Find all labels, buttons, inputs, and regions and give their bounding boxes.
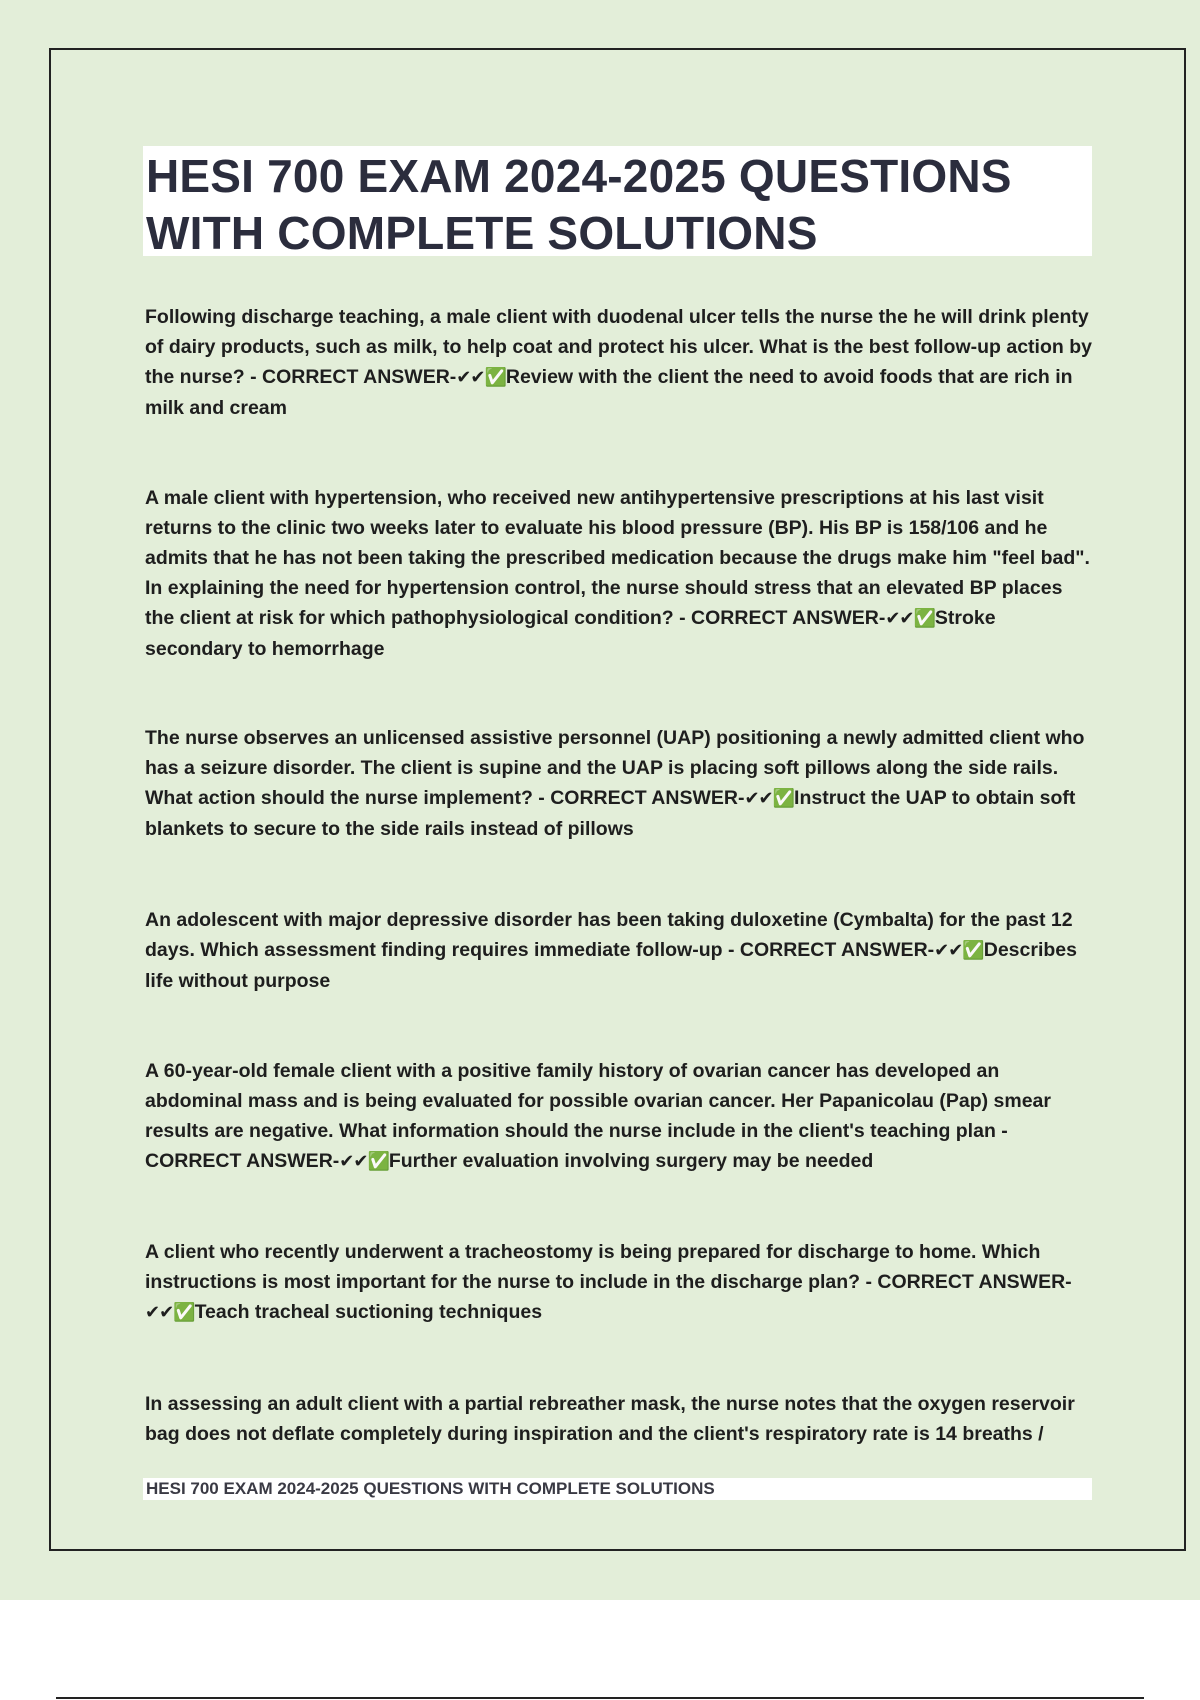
question-block-2 [145, 483, 1095, 664]
answer-text: Describes life without purpose [145, 939, 1077, 992]
question-block-3 [145, 723, 1095, 844]
check-icon: ✔✔✅ [145, 1302, 195, 1323]
answer-label: CORRECT ANSWER- [877, 1271, 1072, 1293]
check-icon: ✔✔✅ [456, 367, 506, 388]
question-text: Following discharge teaching, a male client with duodenal ulcer tells the nurse the he will drink plenty of dairy products, such as milk, to help coat and protect his ulcer. What is the best follow-up action by the nurse? - [145, 306, 1092, 388]
check-icon: ✔✔✅ [744, 788, 795, 809]
question-block-1 [145, 302, 1095, 423]
bottom-divider [56, 1697, 1144, 1699]
question-block-5 [145, 1056, 1095, 1177]
answer-text: Instruct the UAP to obtain soft blankets to secure to the side rails instead of pillows [145, 787, 1076, 840]
answer-label: CORRECT ANSWER- [145, 1150, 340, 1172]
answer-text: Review with the client the need to avoid foods that are rich in milk and cream [145, 366, 1073, 419]
answer-text: Further evaluation involving surgery may be needed [388, 1150, 874, 1172]
answer-label: CORRECT ANSWER- [262, 366, 457, 388]
check-icon: ✔✔✅ [934, 940, 984, 961]
question-block-7 [145, 1389, 1095, 1449]
answer-text: Teach tracheal suctioning techniques [194, 1301, 543, 1323]
answer-label: CORRECT ANSWER- [550, 787, 745, 809]
page-footer: HESI 700 EXAM 2024-2025 QUESTIONS WITH COMPLETE SOLUTIONS [146, 1479, 715, 1498]
document-title: HESI 700 EXAM 2024-2025 QUESTIONS WITH COMPLETE SOLUTIONS [146, 150, 1012, 259]
answer-label: CORRECT ANSWER- [739, 939, 935, 961]
check-icon: ✔✔✅ [885, 608, 935, 629]
question-text: The nurse observes an unlicensed assistive personnel (UAP) positioning a newly admitted client who has a seizure disorder. The client is supine and the UAP is placing soft pillows along the side rails. What action should the nurse implement? - [145, 727, 1085, 809]
question-text: An adolescent with major depressive disorder has been taking duloxetine (Cymbalta) for the past 12 days. Which assessment finding requires immediate follow-up - [145, 909, 1073, 961]
question-text: A 60-year-old female client with a positive family history of ovarian cancer has developed an abdominal mass and is being evaluated for possible ovarian cancer. Her Papanicolau (Pap) smear results are negative. What information should the nurse include in the client's teaching plan - [145, 1060, 1051, 1142]
answer-label: CORRECT ANSWER- [691, 607, 886, 629]
question-text: In assessing an adult client with a partial rebreather mask, the nurse notes that the oxygen reservoir bag does not deflate completely during inspiration and the client's respiratory rate is 14 breaths / [145, 1393, 1075, 1445]
question-block-4 [145, 905, 1095, 996]
check-icon: ✔✔✅ [339, 1151, 389, 1172]
question-text: A male client with hypertension, who received new antihypertensive prescriptions at his last visit returns to the clinic two weeks later to evaluate his blood pressure (BP). His BP is 158/106 and he admits that he has not been taking the prescribed medication because the drugs make him "feel bad". In explaining the need for hypertension control, the nurse should stress that an elevated BP places the client at risk for which pathophysiological condition? - [145, 487, 1090, 629]
answer-text: Stroke secondary to hemorrhage [145, 607, 996, 660]
question-block-6 [145, 1237, 1095, 1328]
question-text: A client who recently underwent a tracheostomy is being prepared for discharge to home. Which instructions is most important for the nurse to include in the discharge plan? - [145, 1241, 1041, 1293]
